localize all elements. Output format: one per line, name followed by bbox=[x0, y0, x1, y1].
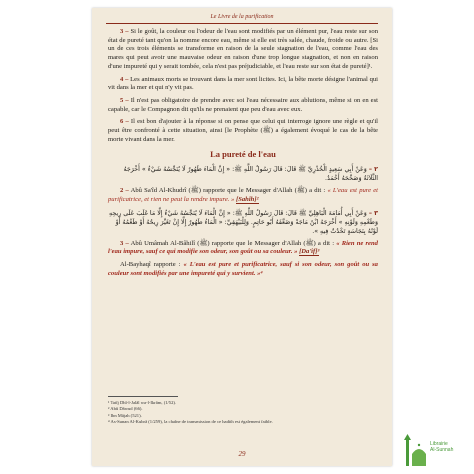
hadith-grade: [Sahîh]² bbox=[236, 195, 259, 203]
running-head: Le Livre de la purification bbox=[210, 14, 274, 20]
paragraph-6 bbox=[108, 118, 378, 144]
logo-line-1: Librairie bbox=[430, 441, 448, 447]
page-number: 29 bbox=[238, 450, 246, 458]
arabic-hadith-2 bbox=[108, 165, 378, 183]
arabic-hadith-3 bbox=[108, 209, 378, 236]
footnote-1: ¹ Tatîj Dhî-l-Jalâl wa-l-Ikrâm, (1/52). bbox=[108, 400, 177, 405]
hadith-2 bbox=[108, 187, 378, 204]
paragraph-4 bbox=[108, 76, 378, 93]
hadith-intro: Abû Sa'îd Al-Khudrî (ﷺ) rapporte que le Messager d'Allah (ﷺ) a dit : bbox=[130, 187, 326, 195]
paragraph-5 bbox=[108, 97, 378, 114]
hadith-quote: « L'eau est pure et purificatrice, et rien ne peut la rendre impure. » bbox=[108, 187, 378, 203]
paragraph-number: 3 – bbox=[120, 28, 129, 35]
hadith-number: 2 – bbox=[120, 187, 129, 195]
arabic-number: ٢ – bbox=[368, 166, 378, 174]
hadith-quote: « Rien ne rend l'eau impure, sauf ce qui modifie son odeur, son goût ou sa couleur. » bbox=[108, 239, 378, 256]
arabic-text: وَعَنْ أَبِي سَعِيدٍ الْخُدْرِيِّ ﷺ قَالَ: قَالَ رَسُولُ اللَّهِ ﷺ: « إِنَّ الْمَاءَ طَهُورٌ لَا يُنَجِّسُهُ شَيْءٌ » bbox=[141, 166, 367, 174]
hadith-intro: Abû Umâmah Al-Bâhilî (ﷺ) rapporte que le Messager d'Allah (ﷺ) a dit : bbox=[130, 239, 335, 247]
logo-line-2: Al-Sunnah bbox=[430, 447, 454, 453]
footnote-rule bbox=[108, 396, 178, 397]
footnote-4: ⁴ As-Sunan Al-Kubrâ (1/259), la chaîne de transmission de ce hadith est également faible. bbox=[108, 419, 273, 425]
paragraph-text: Si le goût, la couleur ou l'odeur de l'eau sont modifiés par un élément pur, l'eau reste sur son état de pureté tant qu'on la nomme encore eau, même si elle est très salée, chaude, froide ou autre. [Si un de ces trois éléments se transforme en raison de la seule stagnation de l'eau, comme l'eau des mares qui peut avoir une mauvaise odeur en raison d'une trop longue stagnation, et non en raison d'une impureté qui y serait tombée, cela n'est pas préjudiciable, et l'eau reste sur son état de pureté]¹. bbox=[108, 28, 379, 70]
paragraph-3 bbox=[108, 28, 378, 72]
footnotes bbox=[108, 400, 378, 426]
logo-wordmark bbox=[430, 441, 453, 453]
footnote-3: ³ Ibn Mâjah (521). bbox=[108, 412, 142, 418]
bayhaqi-narration bbox=[108, 261, 378, 278]
paragraph-text: Il est bon d'ajouter à la réponse si on pense que celui qui interroge ignore une règle et qu'il peut être confronté à cette situation, ainsi [le Prophète (ﷺ) a également évoqué le cas de la bête morte vivant dans la mer. bbox=[108, 118, 379, 143]
paragraph-text: Les animaux morts se trouvant dans la mer sont licites. Ici, la bête morte désigne l'animal qui vit dans la mer et qui n'y vit pas. bbox=[108, 75, 378, 92]
paragraph-text: Il n'est pas obligatoire de prendre avec soi l'eau nécessaire aux ablutions, même si on en est capable, car le Compagnon dit qu'ils ne prenaient que peu d'eau avec eux. bbox=[108, 96, 378, 113]
page-body bbox=[108, 28, 378, 282]
book-page bbox=[92, 8, 392, 466]
bayhaqi-intro: Al-Bayhaqî rapporte : bbox=[120, 260, 181, 268]
paragraph-number: 6 – bbox=[120, 118, 129, 126]
paragraph-number: 5 – bbox=[120, 96, 129, 104]
header-rule bbox=[106, 23, 378, 24]
footnote-2: ² Abû Dâwud (66). bbox=[108, 406, 143, 412]
paragraph-number: 4 – bbox=[120, 75, 129, 83]
arabic-number: ٣ – bbox=[368, 209, 378, 217]
bayhaqi-quote: « L'eau est pure et purificatrice, sauf si son odeur, son goût ou sa couleur sont modifiés par une impureté qui y survient. »⁴ bbox=[108, 260, 378, 277]
hadith-number: 3 – bbox=[120, 239, 129, 247]
arabic-text: وَعَنْ أَبِي أُمَامَةَ الْبَاهِلِيِّ ﷺ قَالَ: قَالَ رَسُولُ اللَّهِ ﷺ: « إِنَّ الْمَاءَ لَا يُنَجِّسُهُ شَيْءٌ إِلَّا مَا غَلَبَ عَلَى رِيحِهِ وَطَعْمِهِ وَلَوْنِهِ » أَخْرَجَهُ ابْنُ مَاجَهْ وَضَعَّفَهُ أَبُو حَاتِمٍ. وَلِلْبَيْهَقِيِّ: « الْمَاءُ طَهُورٌ إِلَّا إِنْ تَغَيَّرَ رِيحُهُ أَوْ طَعْمُهُ أَوْ لَوْنُهُ بِنَجَاسَةٍ تَحْدُثُ فِيهِ ». bbox=[109, 209, 378, 235]
section-title: La pureté de l'eau bbox=[210, 149, 276, 160]
hadith-3 bbox=[108, 240, 378, 257]
hadith-grade: [Da'îf]³ bbox=[299, 248, 320, 256]
arabic-source: أَخْرَجَهُ الثَّلَاثَةُ وَصَحَّحَهُ أَحْمَدُ. bbox=[123, 166, 378, 183]
